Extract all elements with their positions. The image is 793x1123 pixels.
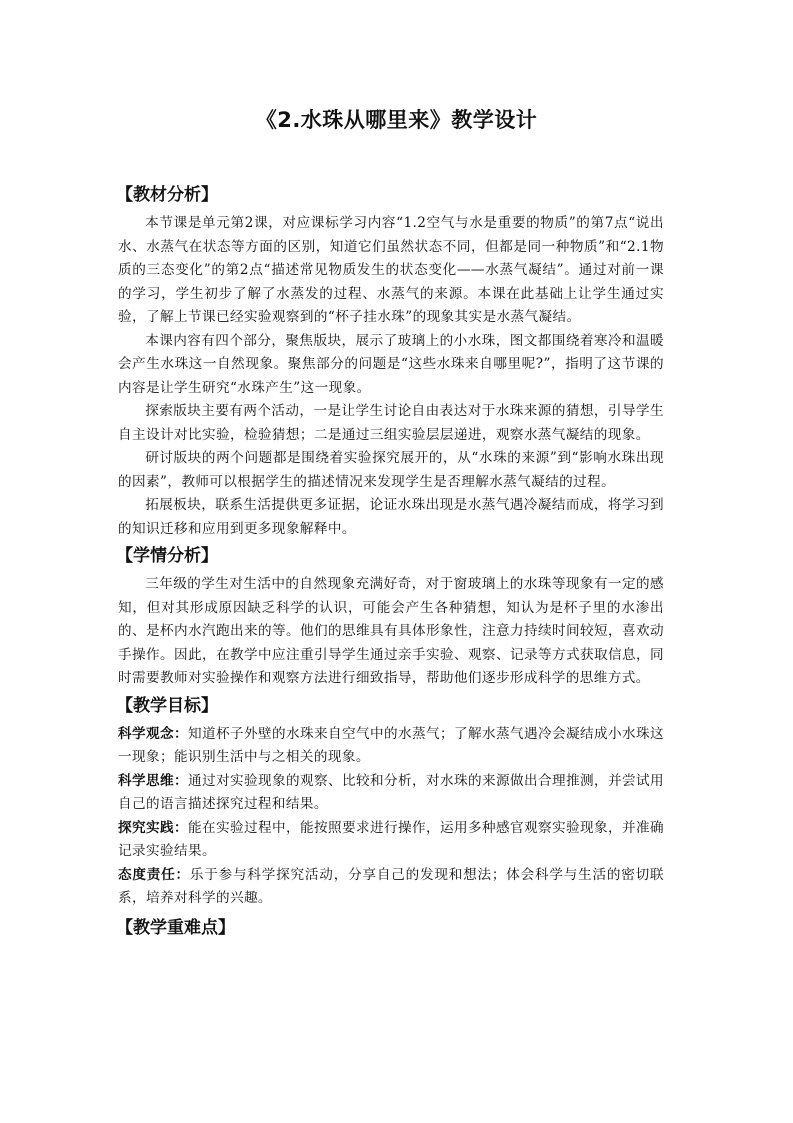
- document-body: [118, 182, 664, 945]
- goal-label: 科学思维：: [118, 772, 188, 789]
- goal-label: 科学观念：: [118, 725, 188, 742]
- goal-text: 通过对实验现象的观察、比较和分析，对水珠的来源做出合理推测，并尝试用自己的语言描述探究过程和结果。: [118, 772, 664, 812]
- section-heading: 【教学重难点】: [116, 917, 235, 938]
- goal-text: 乐于参与科学探究活动，分享自己的发现和想法；体会科学与生活的密切联系，培养对科学的兴趣。: [118, 866, 665, 906]
- paragraph: 研讨版块的两个问题都是围绕着实验探究展开的，从“水珠的来源”到“影响水珠出现的因素”，教师可以根据学生的描述情况来发现学生是否理解水蒸气凝结的过程。: [118, 450, 664, 490]
- paragraph: 探索版块主要有两个活动，一是让学生讨论自由表达对于水珠来源的猜想，引导学生自主设计对比实验，检验猜想；二是通过三组实验层层递进，观察水蒸气凝结的现象。: [118, 403, 664, 443]
- document-title: 《2.水珠从哪里来》教学设计: [255, 108, 538, 132]
- section-key-points: [118, 915, 664, 941]
- goal-item: [118, 864, 664, 911]
- section-textbook-analysis: [118, 182, 664, 541]
- paragraph: 拓展板块，联系生活提供更多证据，论证水珠出现是水蒸气遇冷凝结而成，将学习到的知识迁移和应用到更多现象解释中。: [118, 497, 664, 537]
- goal-text: 知道杯子外壁的水珠来自空气中的水蒸气；了解水蒸气遇冷会凝结成小水珠这一现象；能识别生活中与之相关的现象。: [118, 725, 664, 765]
- section-heading: 【教学目标】: [116, 695, 218, 716]
- paragraph: 本节课是单元第2课，对应课标学习内容“1.2空气与水是重要的物质”的第7点“说出水、水蒸气在状态等方面的区别，知道它们虽然状态不同，但都是同一种物质”和“2.1物质的三态变化”的第2点“描述常见物质发生的状态变化——水蒸气凝结”。通过对前一课的学习，学生初步了解了水蒸发的过程、水蒸气的来源。本课在此基础上让学生通过实验，了解上节课已经实验观察到的“杯子挂水珠”的现象其实是水蒸气凝结。: [118, 215, 664, 325]
- goal-text: 能在实验过程中，能按照要求进行操作，运用多种感官观察实验现象，并准确记录实验结果。: [118, 819, 664, 859]
- goal-label: 态度责任：: [118, 866, 190, 883]
- section-student-analysis: [118, 543, 664, 691]
- section-heading: 【学情分析】: [116, 546, 218, 566]
- paragraph: 本课内容有四个部分，聚焦版块，展示了玻璃上的小水珠，图文都围绕着寒冷和温暖会产生水珠这一自然现象。聚焦部分的问题是“这些水珠来自哪里呢?”，指明了这节课的内容是让学生研究“水珠产生”这一现象。: [118, 332, 664, 396]
- goal-item: [118, 817, 664, 864]
- section-heading: 【教材分析】: [116, 185, 218, 205]
- goal-label: 探究实践：: [118, 819, 188, 836]
- paragraph: 三年级的学生对生活中的自然现象充满好奇，对于窗玻璃上的水珠等现象有一定的感知，但对其形成原因缺乏科学的认识，可能会产生各种猜想，知认为是杯子里的水渗出的、是杯内水汽跑出来的等。他们的思维具有具体形象性，注意力持续时间较短，喜欢动手操作。因此，在教学中应注重引导学生通过亲手实验、观察、记录等方式获取信息，同时需要教师对实验操作和观察方法进行细致指导，帮助他们逐步形成科学的思维方式。: [118, 576, 664, 686]
- goal-item: [118, 770, 664, 817]
- section-teaching-goals: [118, 693, 664, 911]
- goal-item: [118, 723, 664, 770]
